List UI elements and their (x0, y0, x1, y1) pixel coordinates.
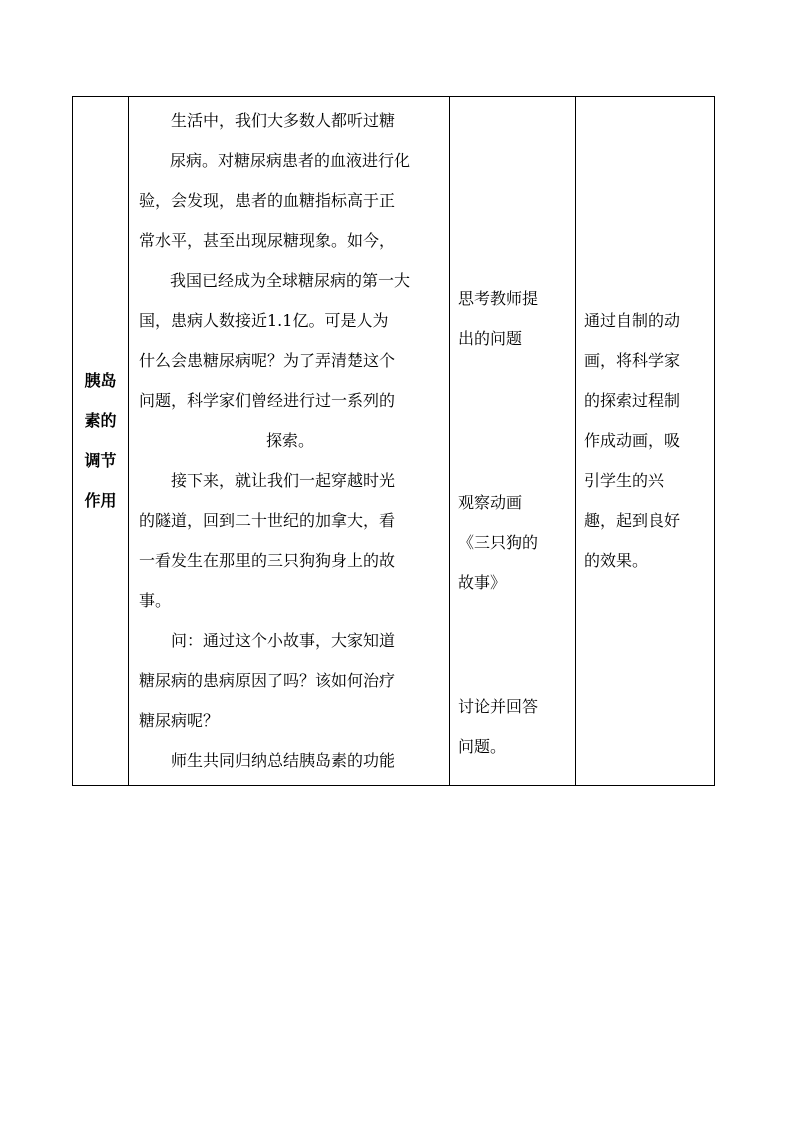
text-line: 作成动画，吸 (584, 431, 681, 450)
teacher-activity-cell (129, 97, 450, 786)
teacher-paragraph-3 (139, 621, 441, 741)
topic-line: 调节 (84, 451, 117, 470)
text-line: 常水平，甚至出现尿糖现象。如今， (139, 231, 396, 250)
text-line: 出的问题 (458, 329, 523, 348)
text-line: 国，患病人数接近1.1亿。可是人为 (139, 311, 389, 330)
text-line: 《三只狗的 (458, 533, 539, 552)
topic-cell (73, 97, 129, 786)
text-line: 的探索过程制 (584, 391, 681, 410)
text-line: 事。 (139, 591, 172, 610)
text-line: 的隧道，回到二十世纪的加拿大，看 (139, 511, 396, 530)
text-line: 我国已经成为全球糖尿病的第一大 (169, 271, 410, 290)
text-line: 的效果。 (584, 551, 649, 570)
teacher-paragraph-1 (139, 101, 441, 461)
text-line: 糖尿病的患病原因了吗？该如何治疗 (139, 671, 396, 690)
student-activity-watch (458, 483, 571, 603)
text-line: 问题，科学家们曾经进行过一系列的 (139, 391, 396, 410)
text-line: 糖尿病呢？ (139, 711, 220, 730)
topic-line: 作用 (84, 491, 117, 510)
text-line: 引学生的兴 (584, 471, 665, 490)
text-line: 画，将科学家 (584, 351, 681, 370)
text-line: 通过自制的动 (584, 311, 681, 330)
text-line: 思考教师提 (458, 289, 539, 308)
lesson-plan-table (72, 96, 715, 786)
teacher-paragraph-2 (139, 461, 441, 621)
design-intent-cell (576, 97, 715, 786)
text-line: 问题。 (458, 737, 507, 756)
student-activity-cell (450, 97, 576, 786)
text-line: 接下来，就让我们一起穿越时光 (171, 471, 396, 490)
text-line: 讨论并回答 (458, 697, 539, 716)
text-line: 故事》 (458, 573, 507, 592)
text-line: 问：通过这个小故事，大家知道 (171, 631, 396, 650)
text-line: 一看发生在那里的三只狗狗身上的故 (139, 551, 396, 570)
text-line: 趣，起到良好 (584, 511, 681, 530)
topic-line: 素的 (84, 411, 117, 430)
text-line: 什么会患糖尿病呢？为了弄清楚这个 (139, 351, 396, 370)
text-line: 验，会发现，患者的血糖指标高于正 (139, 191, 396, 210)
text-line: 生活中，我们大多数人都听过糖 (171, 111, 396, 130)
text-line: 尿病。对糖尿病患者的血液进行化 (169, 151, 410, 170)
teacher-paragraph-4: 师生共同归纳总结胰岛素的功能 (171, 751, 396, 770)
student-activity-discuss (458, 687, 571, 767)
text-line: 探索。 (265, 431, 314, 450)
text-line: 观察动画 (458, 493, 523, 512)
student-activity-think (458, 279, 571, 359)
table-row (73, 97, 715, 786)
topic-line: 胰岛 (84, 371, 117, 390)
